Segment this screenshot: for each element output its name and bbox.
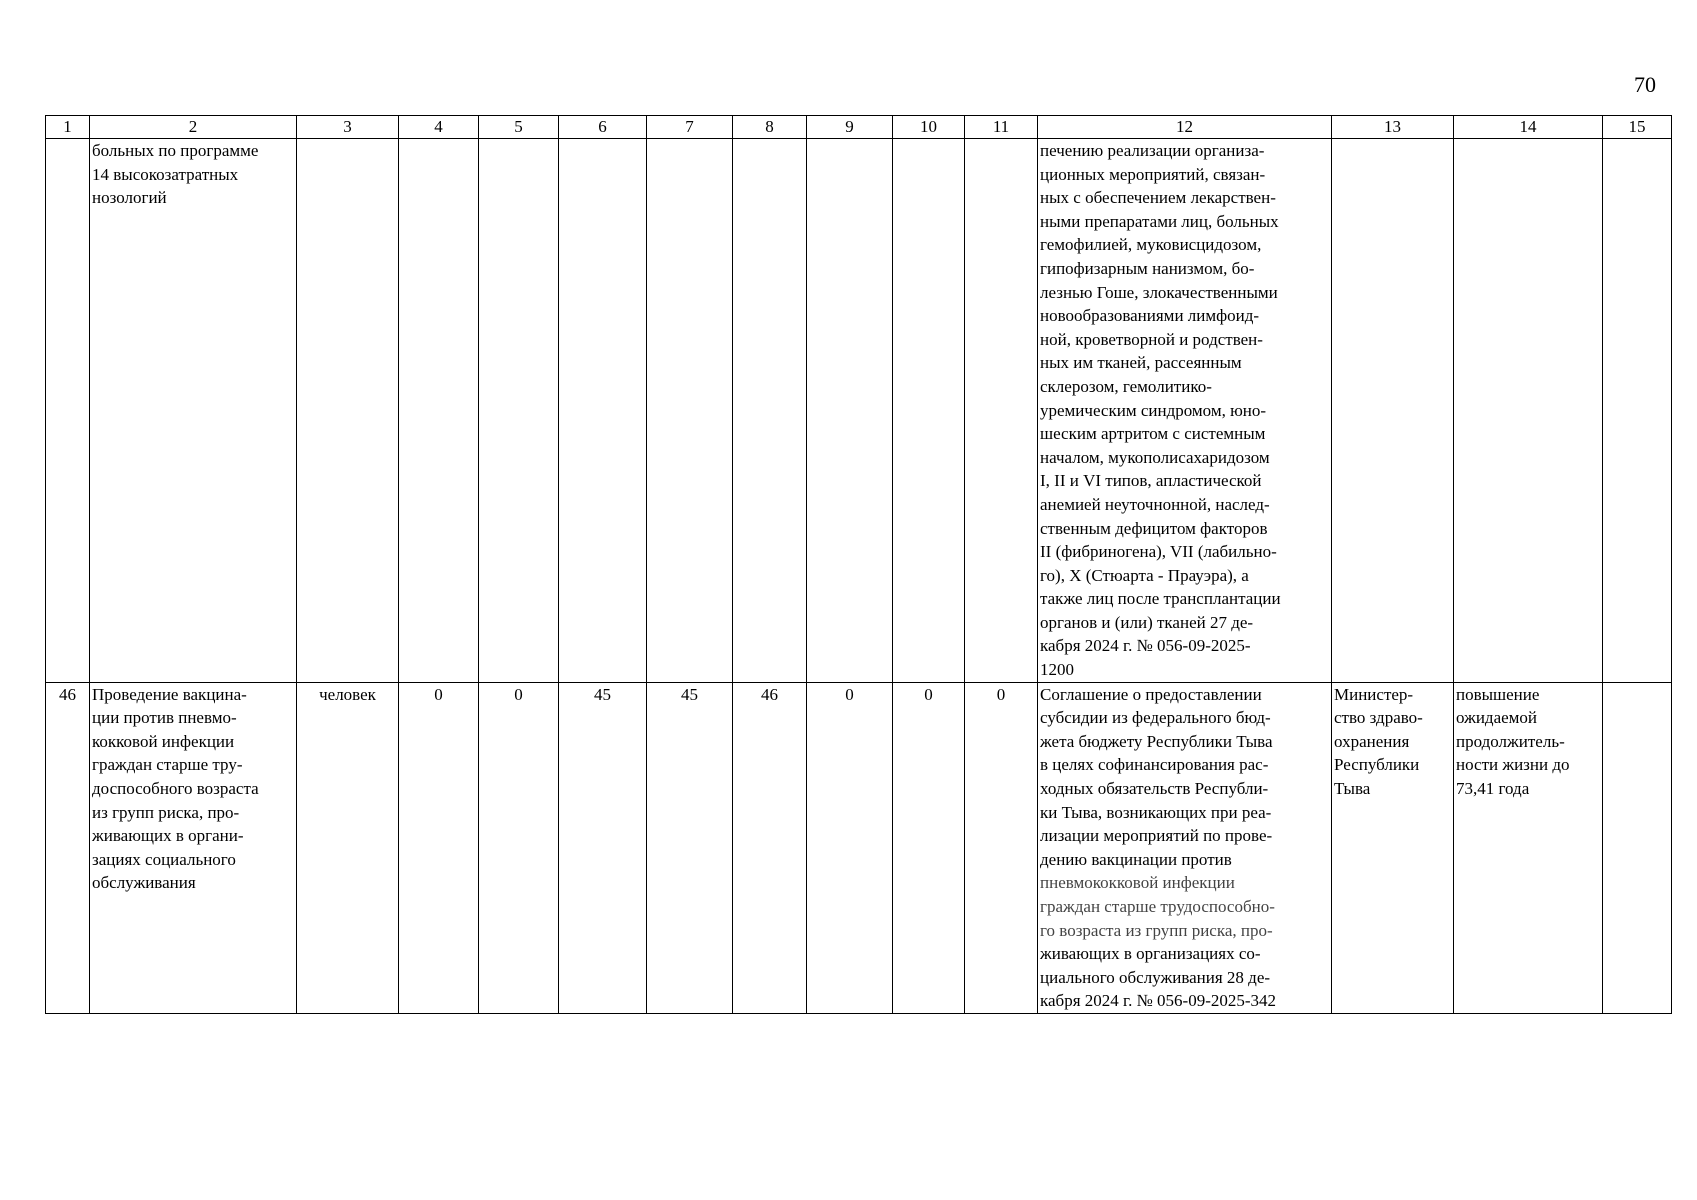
cell-event-name: Проведение вакцина- ции против пневмо- кокковой инфекции граждан старше тру- доспособного возраста из групп риска, про- живающих в органи- зациях социального обслуживания xyxy=(90,682,297,1013)
table-row-46 xyxy=(46,682,1672,1013)
cell-col-11: 0 xyxy=(965,682,1038,1013)
column-header-9: 9 xyxy=(807,116,893,139)
column-header-14: 14 xyxy=(1454,116,1603,139)
table-header-row xyxy=(46,116,1672,139)
column-header-13: 13 xyxy=(1332,116,1454,139)
cell-col-15 xyxy=(1603,139,1672,683)
cell-col-7 xyxy=(647,139,733,683)
column-header-5: 5 xyxy=(479,116,559,139)
cell-responsible: Министер- ство здраво- охранения Республики Тыва xyxy=(1332,682,1454,1013)
cell-col-8: 46 xyxy=(733,682,807,1013)
table-row-continuation xyxy=(46,139,1672,683)
cell-col-9: 0 xyxy=(807,682,893,1013)
column-header-15: 15 xyxy=(1603,116,1672,139)
cell-agreement: печению реализации организа- ционных мероприятий, связан- ных с обеспечением лекарствен- ными препаратами лиц, больных гемофилией, муковисцидозом, гипофизарным нанизмом, бо- лезнью Гоше, злокачественными новообразованиями лимфоид- ной, кроветворной и родствен- ных им тканей, рассеянным склерозом, гемолитико- уремическим синдромом, юно- шеским артритом с системным началом, мукополисахаридозом I, II и VI типов, апластической анемией неуточнонной, наслед- ственным дефицитом факторов II (фибриногена), VII (лабильно- го), X (Стюарта - Прауэра), а также лиц после трансплантации органов и (или) тканей 27 де- кабря 2024 г. № 056-09-2025- 1200 xyxy=(1038,139,1332,683)
cell-col-11 xyxy=(965,139,1038,683)
cell-col-10: 0 xyxy=(893,682,965,1013)
cell-event-name: больных по программе 14 высокозатратных нозологий xyxy=(90,139,297,683)
column-header-11: 11 xyxy=(965,116,1038,139)
cell-col-6: 45 xyxy=(559,682,647,1013)
column-header-6: 6 xyxy=(559,116,647,139)
cell-row-number: 46 xyxy=(46,682,90,1013)
cell-col-15 xyxy=(1603,682,1672,1013)
cell-result xyxy=(1454,139,1603,683)
column-header-10: 10 xyxy=(893,116,965,139)
cell-agreement: Соглашение о предоставлении субсидии из федерального бюд- жета бюджету Республики Тыва в целях софинансирования рас- ходных обязательств Республи- ки Тыва, возникающих при реа- лизации мероприятий по прове- дению вакцинации против пневмококковой инфекции граждан старше трудоспособно- го возраста из групп риска, про- живающих в организациях со- циального обслуживания 28 де- кабря 2024 г. № 056-09-2025-342 xyxy=(1038,682,1332,1013)
column-header-2: 2 xyxy=(90,116,297,139)
column-header-12: 12 xyxy=(1038,116,1332,139)
cell-result: повышение ожидаемой продолжитель- ности жизни до 73,41 года xyxy=(1454,682,1603,1013)
cell-row-number xyxy=(46,139,90,683)
cell-col-7: 45 xyxy=(647,682,733,1013)
cell-col-6 xyxy=(559,139,647,683)
column-header-4: 4 xyxy=(399,116,479,139)
cell-col-4 xyxy=(399,139,479,683)
page-number: 70 xyxy=(1634,72,1656,97)
cell-col-5 xyxy=(479,139,559,683)
column-header-3: 3 xyxy=(297,116,399,139)
cell-unit: человек xyxy=(297,682,399,1013)
cell-col-9 xyxy=(807,139,893,683)
cell-unit xyxy=(297,139,399,683)
column-header-8: 8 xyxy=(733,116,807,139)
cell-col-10 xyxy=(893,139,965,683)
data-table xyxy=(45,115,1672,1014)
cell-responsible xyxy=(1332,139,1454,683)
cell-col-4: 0 xyxy=(399,682,479,1013)
column-header-7: 7 xyxy=(647,116,733,139)
cell-col-5: 0 xyxy=(479,682,559,1013)
column-header-1: 1 xyxy=(46,116,90,139)
cell-col-8 xyxy=(733,139,807,683)
